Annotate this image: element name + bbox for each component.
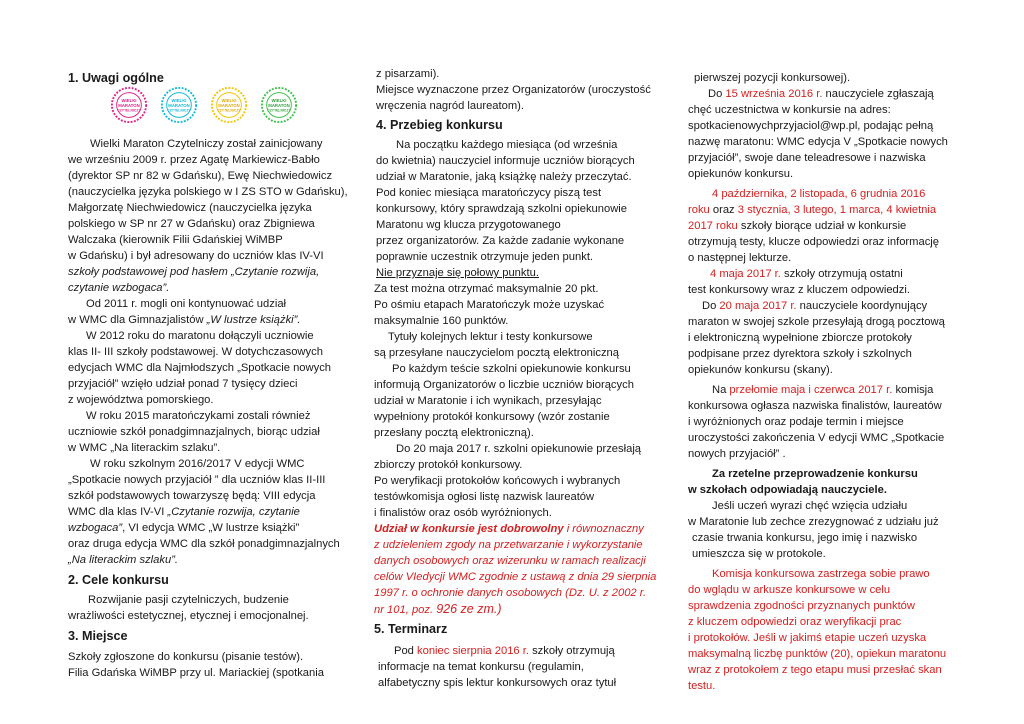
text-span: , VI edycja WMC „W lustrze książki” (122, 522, 300, 534)
stamp-pink-logo (110, 86, 148, 124)
text-line: W 2012 roku do maratonu dołączyli uczniowie (86, 330, 314, 342)
text-line: i finalistów oraz osób wyróżnionych. (374, 507, 552, 519)
svg-text:MARATON: MARATON (118, 102, 140, 108)
text-line-red: wraz z protokołem z tego etapu musi przesłać skan (688, 664, 942, 676)
text-line: Po weryfikacji protokołów końcowych i wybranych (374, 475, 621, 487)
svg-text:MARATON: MARATON (168, 102, 190, 108)
text-span: Pod (394, 645, 418, 657)
text-line: opiekunów konkursu (skany). (688, 364, 833, 376)
text-line (710, 267, 903, 283)
text-line: Po ośmiu etapach Maratończyk może uzyskać (374, 299, 605, 311)
heading-general-remarks: 1. Uwagi ogólne (68, 71, 164, 85)
text-span: Na (712, 384, 730, 396)
text-span: nauczyciele zgłaszają (822, 88, 934, 100)
text-line (708, 87, 934, 103)
text-line: oraz druga edycja WMC dla szkół ponadgimnazjalnych (68, 538, 340, 550)
svg-text:MARATON: MARATON (218, 102, 240, 108)
text-span: nauczyciele koordynujący (796, 300, 928, 312)
text-line-bold: w szkołach odpowiadają nauczyciele. (688, 484, 887, 496)
text-line-red: celów VIedycji WMC zgodnie z ustawą z dnia 29 sierpnia (374, 571, 657, 583)
text-line-red: 4 października, 2 listopada, 6 grudnia 2016 (712, 188, 926, 200)
text-line-red: z udzieleniem zgody na przetwarzanie i wykorzystanie (374, 539, 643, 551)
text-line-red: i protokołów. Jeśli w jakimś etapie uczeń uzyska (688, 632, 927, 644)
text-line: informują Organizatorów o liczbie uczniów biorących (374, 379, 634, 391)
text-span: szkoły otrzymują (528, 645, 615, 657)
text-line (712, 383, 933, 399)
text-line: konkursowy, który sprawdzają szkolni opiekunowie (376, 203, 628, 215)
svg-text:CZYTELNICZY: CZYTELNICZY (267, 108, 291, 113)
text-line: zbiorczy protokół konkursowy. (374, 459, 523, 471)
text-line-red: z kluczem odpowiedzi oraz weryfikacji prac (688, 616, 902, 628)
text-line: Małgorzatę Niechwiedowicz (nauczycielka języka (68, 202, 312, 214)
text-line: przyjaciół”, swoje dane teleadresowe i nazwiska (688, 152, 926, 164)
text-line: w WMC „Na literackim szlaku”. (68, 442, 221, 454)
text-line: i wyróżnionych oraz podaje termin i miejsce (688, 416, 904, 428)
text-line: wypełniony protokół konkursowy (wzór zostanie (374, 411, 610, 423)
text-line: przesłany pocztą elektroniczną). (374, 427, 534, 439)
text-span: komisja (892, 384, 934, 396)
text-line: o następnej lekturze. (688, 252, 792, 264)
text-line: nowych przyjaciół” . (688, 448, 786, 460)
text-line: szkół podstawowych towarzyszę będą: VIII edycja (68, 490, 316, 502)
text-line: z pisarzami). (376, 68, 440, 80)
text-span-red: 15 września 2016 r. (725, 88, 823, 100)
text-line: chęć uczestnictwa w konkursie na adres: (688, 104, 891, 116)
text-line: (nauczycielka języka polskiego w I ZS STO w Gdańsku), (68, 186, 348, 198)
text-span: szkoły otrzymują ostatni (780, 268, 903, 280)
text-line (688, 203, 936, 219)
text-span: w WMC dla Gimnazjalistów (68, 314, 207, 326)
text-line: uroczystości zakończenia V edycji WMC „Spotkacie (688, 432, 945, 444)
heading-goals: 2. Cele konkursu (68, 573, 169, 587)
text-line: wręczenia nagród laureatom). (376, 100, 524, 112)
text-line: we wrześniu 2009 r. przez Agatę Markiewicz-Babło (68, 154, 320, 166)
text-span-red: 3 stycznia, 3 lutego, 1 marca, 4 kwietnia (737, 204, 937, 216)
text-line: edycjach WMC dla Najmłodszych „Spotkacie nowych (68, 362, 332, 374)
heading-schedule: 5. Terminarz (374, 622, 448, 636)
text-line: „Na literackim szlaku”. (68, 554, 179, 566)
text-line-red: testu. (688, 680, 716, 692)
text-line: do kwietnia) nauczyciel informuje uczniów biorących (376, 155, 635, 167)
text-line-bold: Za rzetelne przeprowadzenie konkursu (712, 468, 918, 480)
text-line: Filia Gdańska WiMBP przy ul. Mariackiej (spotkania (68, 667, 324, 679)
text-line: polskiego w SP nr 27 w Gdańsku) oraz Zbigniewa (68, 218, 315, 230)
text-line: czasie trwania konkursu, jego imię i nazwisko (692, 532, 918, 544)
text-line: w Gdańsku) i był adresowany do uczniów klas IV-VI (68, 250, 324, 262)
text-line-red: maksymalną liczbę punktów (20), opiekun maratonu (688, 648, 947, 660)
svg-text:WIELKI: WIELKI (221, 98, 237, 104)
svg-text:CZYTELNICZY: CZYTELNICZY (217, 108, 241, 113)
text-line (688, 219, 906, 235)
text-line: poprawnie uczestnik otrzymuje jeden punkt. (376, 251, 594, 263)
text-line-red: do wglądu w arkusze konkursowe w celu (688, 584, 891, 596)
text-span-red: 20 maja 2017 r. (719, 300, 797, 312)
text-span: Do (702, 300, 720, 312)
text-line: podpisane przez dyrektora szkoły i szkolnych (688, 348, 912, 360)
text-span-red: roku (688, 204, 710, 216)
text-line: otrzymują testy, klucze odpowiedzi oraz informację (688, 236, 939, 248)
text-line: i elektroniczną wypełnione zbiorcze protokoły (688, 332, 912, 344)
svg-text:CZYTELNICZY: CZYTELNICZY (167, 108, 191, 113)
text-span-italic: „Czytanie rozwija, czytanie (167, 506, 300, 518)
text-line: Do 20 maja 2017 r. szkolni opiekunowie przesłają (396, 443, 642, 455)
text-line: spotkacienowychprzyjaciol@wp.pl, podając pełną (688, 120, 934, 132)
text-span-red: 2017 roku (688, 220, 738, 232)
text-line (394, 644, 615, 660)
text-line: z województwa pomorskiego. (68, 394, 214, 406)
svg-text:MARATON: MARATON (268, 102, 290, 108)
text-line (68, 313, 301, 329)
text-line: informacje na temat konkursu (regulamin, (378, 661, 584, 673)
svg-text:WIELKI: WIELKI (121, 98, 137, 104)
text-line: W roku 2015 maratończykami zostali również (86, 410, 311, 422)
text-line: W roku szkolnym 2016/2017 V edycji WMC (90, 458, 305, 470)
text-line: wrażliwości estetycznej, etycznej i emocjonalnej. (68, 610, 309, 622)
text-line: Jeśli uczeń wyrazi chęć wzięcia udziału (712, 500, 908, 512)
text-span: i równoznaczny (563, 523, 644, 535)
text-line: opiekunów konkursu. (688, 168, 794, 180)
text-line: Walczaka (kierownik Filii Gdańskiej WiMBP (68, 234, 283, 246)
text-line: Za test można otrzymać maksymalnie 20 pkt. (374, 283, 599, 295)
text-line: Wielki Maraton Czytelniczy został zainicjowany (90, 138, 323, 150)
text-line: Na początku każdego miesiąca (od września (396, 139, 618, 151)
text-span-red: 4 maja 2017 r. (710, 268, 781, 280)
text-line: szkoły podstawowej pod hasłem „Czytanie rozwija, (68, 266, 320, 278)
text-line-red: Komisja konkursowa zastrzega sobie prawo (712, 568, 930, 580)
stamp-yellow-logo (210, 86, 248, 124)
text-line: są przesyłane nauczycielom pocztą elektroniczną (374, 347, 620, 359)
text-line: pierwszej pozycji konkursowej). (694, 72, 851, 84)
text-line (702, 299, 927, 315)
text-line-underlined: Nie przyznaje się połowy punktu. (376, 267, 539, 279)
text-span-red: koniec sierpnia 2016 r. (417, 645, 529, 657)
text-line: nazwę maratonu: WMC edycja V „Spotkacie nowych (688, 136, 948, 148)
stamp-cyan-logo (160, 86, 198, 124)
text-line: przez organizatorów. Za każde zadanie wykonane (376, 235, 625, 247)
text-line: w Maratonie lub zechce zrezygnować z udziału już (688, 516, 939, 528)
text-line: Pod koniec miesiąca maratończycy piszą test (376, 187, 602, 199)
text-line: przyjaciół” wzięło udział ponad 7 tysięcy dzieci (68, 378, 298, 390)
text-line: Maratonu wg klucza przygotowanego (376, 219, 561, 231)
svg-text:CZYTELNICZY: CZYTELNICZY (117, 108, 141, 113)
text-line: (dyrektor SP nr 82 w Gdańsku), Ewę Niechwiedowicz (68, 170, 333, 182)
text-span: WMC dla klas IV-VI (68, 506, 168, 518)
text-line: udział w Maratonie i ich wynikach, przesyłając (374, 395, 602, 407)
text-line (68, 521, 299, 537)
text-span-bold: Udział w konkursie jest dobrowolny (374, 523, 564, 535)
text-line: konkursowa ogłasza nazwiska finalistów, laureatów (688, 400, 942, 412)
text-line: Tytuły kolejnych lektur i testy konkursowe (388, 331, 593, 343)
text-span: oraz (709, 204, 738, 216)
stamp-row (110, 86, 310, 126)
text-line-red (374, 522, 644, 538)
text-line: „Spotkacie nowych przyjaciół ” dla uczniów klas II-III (68, 474, 326, 486)
svg-text:WIELKI: WIELKI (271, 98, 287, 104)
text-line: uczniowie szkół ponadgimnazjalnych, biorąc udział (68, 426, 320, 438)
text-line: alfabetyczny spis lektur konkursowych oraz tytuł (378, 677, 617, 689)
text-span-italic: „W lustrze książki”. (206, 314, 301, 326)
text-line: Rozwijanie pasji czytelniczych, budzenie (88, 594, 289, 606)
text-line: klas II- III szkoły podstawowej. W dotychczasowych (68, 346, 323, 358)
svg-text:WIELKI: WIELKI (171, 98, 187, 104)
text-line: testówkomisja ogłosi listę nazwisk laureatów (374, 491, 595, 503)
text-span: szkoły biorące udział w konkursie (737, 220, 907, 232)
text-line-red: danych osobowych oraz wizerunku w ramach realizacji (374, 555, 646, 567)
text-line: udział w Maratonie, jaką książkę należy przeczytać. (376, 171, 632, 183)
text-line (68, 505, 300, 521)
text-line: Miejsce wyznaczone przez Organizatorów (uroczystość (376, 84, 651, 96)
text-line: czytanie wzbogaca”. (68, 282, 170, 294)
text-line: Od 2011 r. mogli oni kontynuować udział (86, 298, 287, 310)
text-line-red: 1997 r. o ochronie danych osobowych (Dz. U. z 2002 r. (374, 587, 647, 599)
text-span: nr 101, poz. (374, 604, 437, 616)
text-line: Szkoły zgłoszone do konkursu (pisanie testów). (68, 651, 304, 663)
text-span-italic: wzbogaca” (68, 522, 123, 534)
text-line: umieszcza się w protokole. (692, 548, 826, 560)
text-span: Do (708, 88, 726, 100)
text-line: maksymalnie 160 punktów. (374, 315, 509, 327)
text-line: maraton w swojej szkole przesyłają drogą pocztową (688, 316, 945, 328)
heading-course: 4. Przebieg konkursu (376, 118, 503, 132)
text-span-red: przełomie maja i czerwca 2017 r. (729, 384, 893, 396)
text-line-red: sprawdzenia zgodności przyznanych punktów (688, 600, 915, 612)
text-line-red (374, 602, 502, 619)
stamp-green-logo (260, 86, 298, 124)
text-line: test konkursowy wraz z kluczem odpowiedzi. (688, 284, 910, 296)
text-line: Po każdym teście szkolni opiekunowie konkursu (392, 363, 631, 375)
text-span: 926 ze zm.) (436, 602, 502, 616)
heading-place: 3. Miejsce (68, 629, 128, 643)
